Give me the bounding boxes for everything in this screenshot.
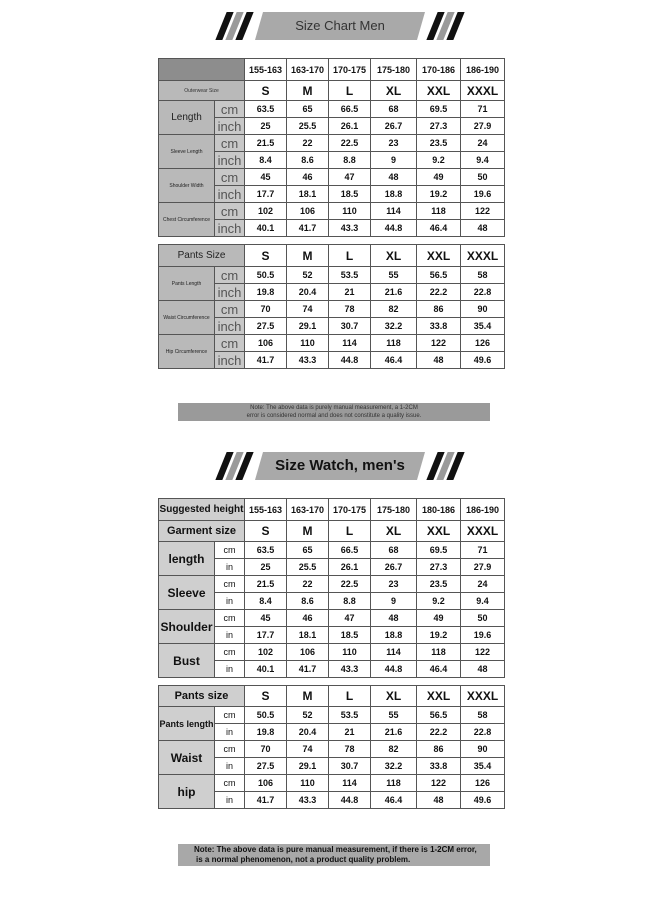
value-cell: 20.4 xyxy=(287,724,329,741)
value-cell: 48 xyxy=(371,610,417,627)
value-cell: 110 xyxy=(329,203,371,220)
unit-cm-label: cm xyxy=(215,301,245,318)
value-cell: 56.5 xyxy=(417,707,461,724)
value-cell: 23 xyxy=(371,576,417,593)
value-cell: 47 xyxy=(329,169,371,186)
measurement-label: Bust xyxy=(159,644,215,678)
value-cell: 122 xyxy=(417,335,461,352)
value-cell: 27.9 xyxy=(461,118,505,135)
value-cell: 18.8 xyxy=(371,627,417,644)
value-cell: 8.4 xyxy=(245,152,287,169)
value-cell: 110 xyxy=(287,775,329,792)
value-cell: 71 xyxy=(461,101,505,118)
value-cell: 30.7 xyxy=(329,758,371,775)
size-cell: XXL xyxy=(417,245,461,267)
unit-inch-label: in xyxy=(215,593,245,610)
value-cell: 41.7 xyxy=(245,792,287,809)
value-cell: 49 xyxy=(417,610,461,627)
measurement-label: Pants length xyxy=(159,707,215,741)
size-cell: XL xyxy=(371,81,417,101)
value-cell: 68 xyxy=(371,542,417,559)
value-cell: 33.8 xyxy=(417,318,461,335)
value-cell: 41.7 xyxy=(287,661,329,678)
value-cell: 50 xyxy=(461,610,505,627)
value-cell: 43.3 xyxy=(287,352,329,369)
value-cell: 17.7 xyxy=(245,627,287,644)
value-cell: 22.2 xyxy=(417,724,461,741)
value-cell: 27.9 xyxy=(461,559,505,576)
value-cell: 122 xyxy=(417,775,461,792)
size-cell: XXXL xyxy=(461,245,505,267)
value-cell: 8.6 xyxy=(287,593,329,610)
unit-cm-label: cm xyxy=(215,267,245,284)
value-cell: 23.5 xyxy=(417,135,461,152)
height-cell: 180-186 xyxy=(417,499,461,521)
value-cell: 19.6 xyxy=(461,627,505,644)
value-cell: 58 xyxy=(461,267,505,284)
value-cell: 43.3 xyxy=(329,661,371,678)
size-cell: XL xyxy=(371,245,417,267)
value-cell: 18.1 xyxy=(287,627,329,644)
value-cell: 68 xyxy=(371,101,417,118)
value-cell: 26.1 xyxy=(329,118,371,135)
value-cell: 118 xyxy=(371,775,417,792)
measurement-label: Sleeve Length xyxy=(159,135,215,169)
unit-cm-label: cm xyxy=(215,542,245,559)
value-cell: 63.5 xyxy=(245,101,287,118)
unit-cm-label: cm xyxy=(215,135,245,152)
value-cell: 46 xyxy=(287,169,329,186)
unit-cm-label: cm xyxy=(215,741,245,758)
value-cell: 74 xyxy=(287,741,329,758)
size-cell: M xyxy=(287,245,329,267)
value-cell: 82 xyxy=(371,301,417,318)
value-cell: 48 xyxy=(371,169,417,186)
value-cell: 25.5 xyxy=(287,118,329,135)
value-cell: 29.1 xyxy=(287,758,329,775)
value-cell: 122 xyxy=(461,203,505,220)
value-cell: 118 xyxy=(371,335,417,352)
value-cell: 44.8 xyxy=(371,661,417,678)
value-cell: 9.2 xyxy=(417,152,461,169)
size-cell: XL xyxy=(371,686,417,707)
value-cell: 25.5 xyxy=(287,559,329,576)
value-cell: 30.7 xyxy=(329,318,371,335)
value-cell: 106 xyxy=(287,644,329,661)
unit-cm-label: cm xyxy=(215,335,245,352)
value-cell: 48 xyxy=(461,220,505,237)
chart2-banner xyxy=(215,452,465,480)
chart2-note xyxy=(178,844,490,866)
value-cell: 55 xyxy=(371,267,417,284)
value-cell: 46.4 xyxy=(417,220,461,237)
height-cell: 163-170 xyxy=(287,499,329,521)
value-cell: 48 xyxy=(417,352,461,369)
value-cell: 24 xyxy=(461,576,505,593)
value-cell: 9.2 xyxy=(417,593,461,610)
value-cell: 8.6 xyxy=(287,152,329,169)
value-cell: 53.5 xyxy=(329,707,371,724)
value-cell: 50 xyxy=(461,169,505,186)
value-cell: 71 xyxy=(461,542,505,559)
value-cell: 52 xyxy=(287,707,329,724)
value-cell: 66.5 xyxy=(329,101,371,118)
value-cell: 106 xyxy=(245,775,287,792)
measurement-label: Shoulder Width xyxy=(159,169,215,203)
value-cell: 53.5 xyxy=(329,267,371,284)
value-cell: 27.5 xyxy=(245,758,287,775)
value-cell: 41.7 xyxy=(245,352,287,369)
value-cell: 22.8 xyxy=(461,284,505,301)
value-cell: 22.2 xyxy=(417,284,461,301)
unit-inch-label: in xyxy=(215,724,245,741)
value-cell: 20.4 xyxy=(287,284,329,301)
value-cell: 102 xyxy=(245,644,287,661)
size-watch-men-table xyxy=(158,498,505,809)
unit-cm-label: cm xyxy=(215,169,245,186)
value-cell: 110 xyxy=(329,644,371,661)
size-cell: S xyxy=(245,521,287,542)
value-cell: 74 xyxy=(287,301,329,318)
value-cell: 26.7 xyxy=(371,118,417,135)
measurement-label: Waist Circumference xyxy=(159,301,215,335)
height-cell: 170-175 xyxy=(329,59,371,81)
value-cell: 45 xyxy=(245,610,287,627)
value-cell: 22.5 xyxy=(329,135,371,152)
value-cell: 126 xyxy=(461,775,505,792)
chart1-banner xyxy=(215,12,465,40)
header-corner xyxy=(159,59,245,81)
value-cell: 22.8 xyxy=(461,724,505,741)
value-cell: 21.6 xyxy=(371,284,417,301)
value-cell: 18.5 xyxy=(329,627,371,644)
unit-cm-label: cm xyxy=(215,610,245,627)
value-cell: 18.5 xyxy=(329,186,371,203)
value-cell: 70 xyxy=(245,301,287,318)
unit-inch-label: inch xyxy=(215,220,245,237)
unit-inch-label: in xyxy=(215,758,245,775)
value-cell: 27.5 xyxy=(245,318,287,335)
value-cell: 19.2 xyxy=(417,627,461,644)
value-cell: 22.5 xyxy=(329,576,371,593)
value-cell: 63.5 xyxy=(245,542,287,559)
unit-inch-label: in xyxy=(215,627,245,644)
value-cell: 86 xyxy=(417,301,461,318)
value-cell: 49.6 xyxy=(461,792,505,809)
unit-cm-label: cm xyxy=(215,203,245,220)
unit-cm-label: cm xyxy=(215,101,245,118)
value-cell: 114 xyxy=(371,203,417,220)
value-cell: 26.7 xyxy=(371,559,417,576)
value-cell: 122 xyxy=(461,644,505,661)
value-cell: 55 xyxy=(371,707,417,724)
value-cell: 21 xyxy=(329,724,371,741)
value-cell: 32.2 xyxy=(371,318,417,335)
value-cell: 45 xyxy=(245,169,287,186)
value-cell: 21.6 xyxy=(371,724,417,741)
value-cell: 86 xyxy=(417,741,461,758)
value-cell: 33.8 xyxy=(417,758,461,775)
value-cell: 40.1 xyxy=(245,220,287,237)
value-cell: 8.8 xyxy=(329,152,371,169)
value-cell: 46.4 xyxy=(371,352,417,369)
value-cell: 106 xyxy=(245,335,287,352)
value-cell: 49.6 xyxy=(461,352,505,369)
value-cell: 9.4 xyxy=(461,152,505,169)
unit-inch-label: in xyxy=(215,559,245,576)
size-cell: L xyxy=(329,81,371,101)
value-cell: 40.1 xyxy=(245,661,287,678)
section-gap xyxy=(159,237,505,245)
value-cell: 18.1 xyxy=(287,186,329,203)
value-cell: 114 xyxy=(371,644,417,661)
value-cell: 44.8 xyxy=(329,792,371,809)
size-cell: XXL xyxy=(417,686,461,707)
value-cell: 66.5 xyxy=(329,542,371,559)
value-cell: 65 xyxy=(287,101,329,118)
value-cell: 18.8 xyxy=(371,186,417,203)
value-cell: 19.2 xyxy=(417,186,461,203)
value-cell: 90 xyxy=(461,301,505,318)
value-cell: 44.8 xyxy=(371,220,417,237)
unit-cm-label: cm xyxy=(215,576,245,593)
unit-cm-label: cm xyxy=(215,775,245,792)
value-cell: 8.4 xyxy=(245,593,287,610)
unit-inch-label: inch xyxy=(215,118,245,135)
value-cell: 47 xyxy=(329,610,371,627)
value-cell: 21 xyxy=(329,284,371,301)
note-line: Note: The above data is purely manual measurement, a 1-2CM xyxy=(250,405,418,411)
value-cell: 70 xyxy=(245,741,287,758)
value-cell: 27.3 xyxy=(417,559,461,576)
measurement-label: Hip Circumference xyxy=(159,335,215,369)
size-cell: L xyxy=(329,521,371,542)
height-cell: 186-190 xyxy=(461,59,505,81)
value-cell: 22 xyxy=(287,576,329,593)
value-cell: 44.8 xyxy=(329,352,371,369)
section-gap xyxy=(159,678,505,686)
suggested-height-label: Suggested height xyxy=(159,499,245,521)
value-cell: 46.4 xyxy=(371,792,417,809)
size-cell: XL xyxy=(371,521,417,542)
measurement-label: Waist xyxy=(159,741,215,775)
value-cell: 126 xyxy=(461,335,505,352)
value-cell: 46.4 xyxy=(417,661,461,678)
value-cell: 69.5 xyxy=(417,101,461,118)
chart2-title: Size Watch, men's xyxy=(275,457,405,474)
height-cell: 163-170 xyxy=(287,59,329,81)
value-cell: 21.5 xyxy=(245,576,287,593)
value-cell: 78 xyxy=(329,741,371,758)
height-cell: 186-190 xyxy=(461,499,505,521)
value-cell: 25 xyxy=(245,118,287,135)
measurement-label: Chest Circumference xyxy=(159,203,215,237)
value-cell: 35.4 xyxy=(461,758,505,775)
value-cell: 50.5 xyxy=(245,707,287,724)
measurement-label: Length xyxy=(159,101,215,135)
value-cell: 102 xyxy=(245,203,287,220)
size-chart-men-table xyxy=(158,58,505,369)
value-cell: 43.3 xyxy=(329,220,371,237)
size-cell: S xyxy=(245,81,287,101)
unit-inch-label: in xyxy=(215,661,245,678)
unit-cm-label: cm xyxy=(215,644,245,661)
value-cell: 78 xyxy=(329,301,371,318)
value-cell: 29.1 xyxy=(287,318,329,335)
measurement-label: length xyxy=(159,542,215,576)
value-cell: 114 xyxy=(329,335,371,352)
value-cell: 19.8 xyxy=(245,724,287,741)
value-cell: 43.3 xyxy=(287,792,329,809)
height-cell: 170-186 xyxy=(417,59,461,81)
unit-cm-label: cm xyxy=(215,707,245,724)
value-cell: 46 xyxy=(287,610,329,627)
unit-inch-label: inch xyxy=(215,284,245,301)
size-cell: XXL xyxy=(417,81,461,101)
pants-size-label: Pants size xyxy=(159,686,245,707)
value-cell: 32.2 xyxy=(371,758,417,775)
garment-size-label: Garment size xyxy=(159,521,245,542)
value-cell: 19.8 xyxy=(245,284,287,301)
value-cell: 27.3 xyxy=(417,118,461,135)
value-cell: 9 xyxy=(371,152,417,169)
value-cell: 49 xyxy=(417,169,461,186)
measurement-label: hip xyxy=(159,775,215,809)
size-cell: M xyxy=(287,686,329,707)
measurement-label: Pants Length xyxy=(159,267,215,301)
unit-inch-label: inch xyxy=(215,186,245,203)
size-cell: L xyxy=(329,686,371,707)
value-cell: 19.6 xyxy=(461,186,505,203)
note-line: is a normal phenomenon, not a product quality problem. xyxy=(196,855,411,864)
value-cell: 23 xyxy=(371,135,417,152)
value-cell: 17.7 xyxy=(245,186,287,203)
measurement-label: Sleeve xyxy=(159,576,215,610)
value-cell: 114 xyxy=(329,775,371,792)
value-cell: 35.4 xyxy=(461,318,505,335)
measurement-label: Shoulder xyxy=(159,610,215,644)
value-cell: 26.1 xyxy=(329,559,371,576)
unit-inch-label: inch xyxy=(215,352,245,369)
value-cell: 65 xyxy=(287,542,329,559)
size-cell: M xyxy=(287,81,329,101)
value-cell: 9.4 xyxy=(461,593,505,610)
value-cell: 50.5 xyxy=(245,267,287,284)
size-cell: XXXL xyxy=(461,521,505,542)
value-cell: 82 xyxy=(371,741,417,758)
outerwear-size-label: Outerwear Size xyxy=(159,81,245,101)
value-cell: 118 xyxy=(417,644,461,661)
height-cell: 175-180 xyxy=(371,59,417,81)
chart1-title: Size Chart Men xyxy=(295,18,385,33)
size-cell: XXXL xyxy=(461,81,505,101)
note-line: error is considered normal and does not constitute a quality issue. xyxy=(246,413,422,419)
value-cell: 118 xyxy=(417,203,461,220)
size-cell: S xyxy=(245,686,287,707)
value-cell: 24 xyxy=(461,135,505,152)
height-cell: 155-163 xyxy=(245,499,287,521)
value-cell: 25 xyxy=(245,559,287,576)
unit-inch-label: in xyxy=(215,792,245,809)
size-cell: M xyxy=(287,521,329,542)
value-cell: 22 xyxy=(287,135,329,152)
value-cell: 48 xyxy=(461,661,505,678)
value-cell: 56.5 xyxy=(417,267,461,284)
height-cell: 175-180 xyxy=(371,499,417,521)
value-cell: 41.7 xyxy=(287,220,329,237)
value-cell: 48 xyxy=(417,792,461,809)
pants-size-label: Pants Size xyxy=(159,245,245,267)
value-cell: 23.5 xyxy=(417,576,461,593)
value-cell: 106 xyxy=(287,203,329,220)
size-cell: L xyxy=(329,245,371,267)
note-line: Note: The above data is pure manual measurement, if there is 1-2CM error, xyxy=(194,845,477,854)
value-cell: 8.8 xyxy=(329,593,371,610)
value-cell: 52 xyxy=(287,267,329,284)
size-cell: XXXL xyxy=(461,686,505,707)
value-cell: 69.5 xyxy=(417,542,461,559)
value-cell: 9 xyxy=(371,593,417,610)
size-cell: S xyxy=(245,245,287,267)
value-cell: 110 xyxy=(287,335,329,352)
chart1-note xyxy=(178,403,490,421)
unit-inch-label: inch xyxy=(215,318,245,335)
height-cell: 155-163 xyxy=(245,59,287,81)
value-cell: 58 xyxy=(461,707,505,724)
value-cell: 21.5 xyxy=(245,135,287,152)
height-cell: 170-175 xyxy=(329,499,371,521)
unit-inch-label: inch xyxy=(215,152,245,169)
size-cell: XXL xyxy=(417,521,461,542)
value-cell: 90 xyxy=(461,741,505,758)
